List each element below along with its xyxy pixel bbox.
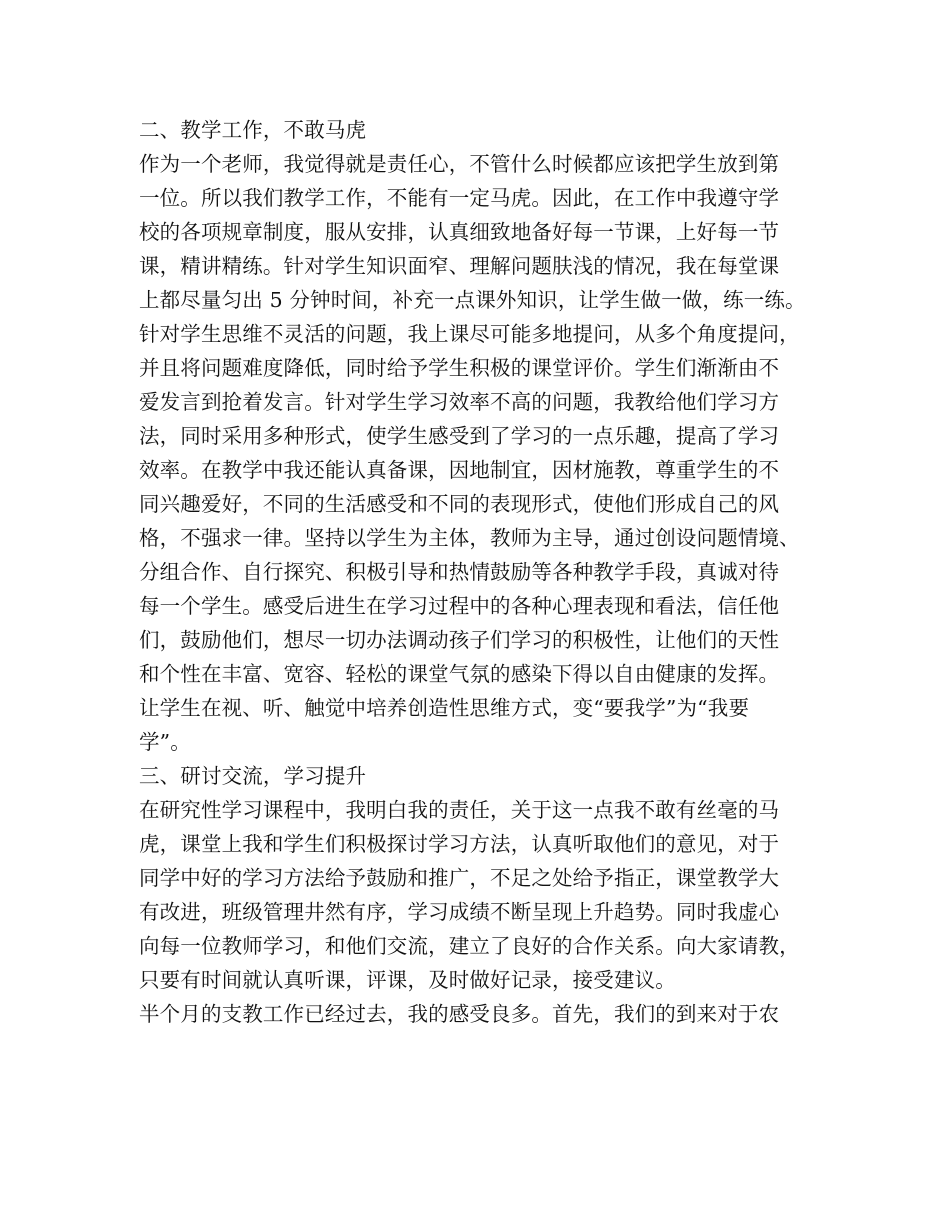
- text-line: 向每一位教师学习，和他们交流，建立了良好的合作关系。向大家请教，: [139, 934, 800, 958]
- text-line: 校的各项规章制度，服从安排，认真细致地备好每一节课，上好每一节: [139, 220, 780, 244]
- text-line: 法，同时采用多种形式，使学生感受到了学习的一点乐趣，提高了学习: [139, 424, 780, 448]
- text-line: 同兴趣爱好，不同的生活感受和不同的表现形式，使他们形成自己的风: [139, 492, 780, 516]
- text-line: 每一个学生。感受后进生在学习过程中的各种心理表现和看法，信任他: [139, 594, 780, 618]
- text-line: 半个月的支教工作已经过去，我的感受良多。首先，我们的到来对于农: [139, 1002, 780, 1026]
- text-line: 学”。: [139, 730, 191, 754]
- text-line: 们，鼓励他们，想尽一切办法调动孩子们学习的积极性，让他们的天性: [139, 628, 780, 652]
- text-line: 效率。在教学中我还能认真备课，因地制宜，因材施教，尊重学生的不: [139, 458, 780, 482]
- text-line: 格，不强求一律。坚持以学生为主体，教师为主导，通过创设问题情境、: [139, 526, 800, 550]
- text-line: 课，精讲精练。针对学生知识面窄、理解问题肤浅的情况，我在每堂课: [139, 254, 780, 278]
- text-line: 分组合作、自行探究、积极引导和热情鼓励等各种教学手段，真诚对待: [139, 560, 780, 584]
- section-heading-research: 三、研讨交流，学习提升: [139, 764, 367, 788]
- text-line: 虎，课堂上我和学生们积极探讨学习方法，认真听取他们的意见，对于: [139, 832, 780, 856]
- text-line: 同学中好的学习方法给予鼓励和推广，不足之处给予指正，课堂教学大: [139, 866, 780, 890]
- text-line: 让学生在视、听、触觉中培养创造性思维方式，变“要我学”为“我要: [139, 696, 750, 720]
- text-line: 和个性在丰富、宽容、轻松的课堂气氛的感染下得以自由健康的发挥。: [139, 662, 780, 686]
- text-line: 爱发言到抢着发言。针对学生学习效率不高的问题，我教给他们学习方: [139, 390, 780, 414]
- text-line: 针对学生思维不灵活的问题，我上课尽可能多地提问，从多个角度提问，: [139, 322, 800, 346]
- text-line: 一位。所以我们教学工作，不能有一定马虎。因此，在工作中我遵守学: [139, 186, 780, 210]
- text-line: 有改进，班级管理井然有序，学习成绩不断呈现上升趋势。同时我虚心: [139, 900, 780, 924]
- text-line: 并且将问题难度降低，同时给予学生积极的课堂评价。学生们渐渐由不: [139, 356, 780, 380]
- document-body: [139, 113, 829, 1031]
- text-line: 作为一个老师，我觉得就是责任心，不管什么时候都应该把学生放到第: [139, 152, 780, 176]
- text-line: 只要有时间就认真听课，评课，及时做好记录，接受建议。: [139, 968, 676, 992]
- text-line: 在研究性学习课程中，我明白我的责任，关于这一点我不敢有丝毫的马: [139, 798, 780, 822]
- text-line: 上都尽量匀出 5 分钟时间，补充一点课外知识，让学生做一做，练一练。: [139, 288, 806, 312]
- section-heading-teaching: 二、教学工作，不敢马虎: [139, 118, 367, 142]
